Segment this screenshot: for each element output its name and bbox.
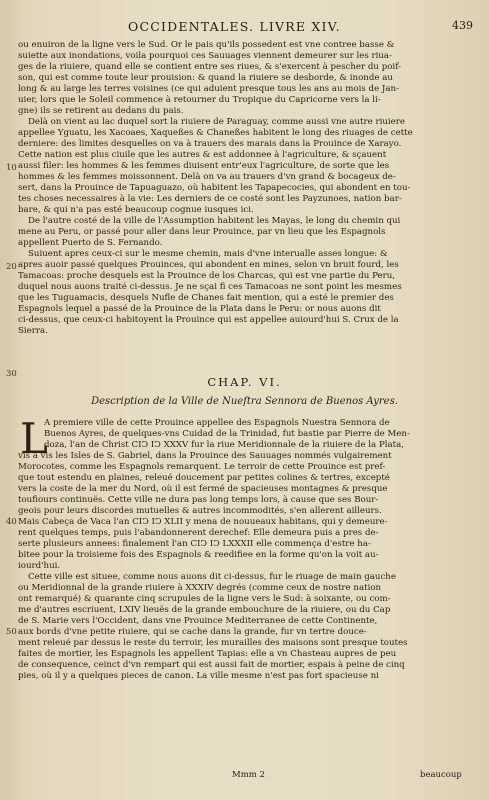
text-line: ment releué par dessus le reste du terroir, les murailles des maisons sont presque toutes: [18, 638, 408, 648]
text-line: bitee pour la troisieme fois des Espagnols & reedifiee en la forme qu'on la voit au-: [18, 550, 379, 560]
text-line: ou enuiron de la ligne vers le Sud. Or le pais qu'ils possedent est vne contree basse &: [18, 40, 395, 50]
text-line: appellee Yguatu, les Xacoaes, Xaqueßes & Chaneßes habitent le long des riuages de cette: [18, 128, 413, 138]
chapter-subtitle: Description de la Ville de Nueſtra Sennora de Buenos Ayres.: [91, 396, 398, 407]
text-line: tes choses necessaires à la vie: Les derniers de ce costé sont les Payzunoes, nation bar-: [18, 194, 402, 204]
text-line: Tamacoas: proche desquels est la Prouince de los Charcas, qui est vne partie du Peru,: [18, 271, 396, 281]
text-line: De l'autre costé de la ville de l'Assumption habitent les Mayas, le long du chemin qui: [28, 216, 401, 226]
drop-capital: L: [20, 414, 48, 463]
catchword: beaucoup: [420, 770, 462, 780]
page-footer: [0, 770, 489, 784]
text-line: Espagnols lequel a passé de la Prouince de la Plata dans le Peru: or nous auons dit: [18, 304, 381, 314]
text-line: ci-dessus, que ceux-ci habitoyent la Prouince qui est appellee auiourd'hui S. Crux de la: [18, 315, 399, 325]
text-line: Mais Cabeça de Vaca l'an CIↃ IↃ XLII y mena de nouueaux habitans, qui y demeure-: [18, 517, 388, 527]
text-line: ges de la riuiere, quand elle se contient entre ses riues, & s'exercent à pescher du poif-: [18, 62, 401, 72]
text-line: iourd'hui.: [18, 561, 61, 571]
margin-number-10: 10: [6, 163, 17, 173]
text-line: derniere: des limites desquelles on va à trauers des marais dans la Prouince de Xarayo.: [18, 139, 402, 149]
running-title: OCCIDENTALES. LIVRE XIV.: [128, 19, 341, 34]
text-line: Cette nation est plus ciuile que les autres & est addonnee à l'agriculture, & sçauent: [18, 150, 387, 160]
text-line: duquel nous auons traité ci-dessus. Je ne sçai fi ces Tamacoas ne sont point les mesmes: [18, 282, 402, 292]
page-number: 439: [452, 19, 473, 32]
text-line: mene au Peru, or passé pour aller dans leur Prouince, par vn lieu que les Espagnols: [18, 227, 386, 237]
text-line: que tout estendu en plaines, releué doucement par petites colines & tertres, excepté: [18, 473, 390, 483]
page-header: [0, 17, 489, 37]
text-line: rent quelques temps, puis l'abandonnerent derechef: Elle demeura puis a pres de-: [18, 528, 379, 538]
text-line: hommes & les femmes moissonnent. Delà on va au trauers d'vn grand & bocageux de-: [18, 172, 396, 182]
text-line: serte plusieurs annees: finalement l'an CIↃ IↃ LXXXII elle commença d'estre ha-: [18, 539, 371, 549]
text-line: apres auoir passé quelques Prouinces, qui abondent en mines, selon vn bruit fourd, les: [18, 260, 399, 270]
text-line: de S. Marie vers l'Occident, dans vne Prouince Mediterranee de cette Continente,: [18, 616, 378, 626]
margin-number-40: 40: [6, 517, 17, 527]
text-line: de consequence, ceinct d'vn rempart qui est aussi fait de mortier, espais à peine de cinq: [18, 660, 405, 670]
text-line: Delà on vient au lac duquel sort la riuiere de Paraguay, comme aussi vne autre riuiere: [28, 117, 405, 127]
margin-number-50: 50: [6, 627, 17, 637]
text-line: Suiuent apres ceux-ci sur le mesme chemin, mais d'vne interualle asses longue: &: [28, 249, 388, 259]
chapter-heading: CHAP. VI.: [207, 375, 282, 389]
text-line: ont remarqué) & quarante cinq scrupules de la ligne vers le Sud: à soixante, ou com-: [18, 594, 391, 604]
text-line: son, qui est comme toute leur prouision: & quand la riuiere se desborde, & inonde au: [18, 73, 393, 83]
text-line: que les Tuguamacis, desquels Nufle de Chanes fait mention, qui a esté le premier des: [18, 293, 394, 303]
text-line: Cette ville est situee, comme nous auons dit ci-dessus, fur le riuage de main gauche: [28, 572, 396, 582]
signature-mark: Mmm 2: [232, 770, 265, 780]
text-line: Buenos Ayres, de quelques-vns Cuidad de la Trinidad, fut bastie par Pierre de Men-: [44, 429, 410, 439]
text-line: aux bords d'vne petite riuiere, qui se cache dans la grande, fur vn tertre douce-: [18, 627, 367, 637]
text-line: aussi filer: les hommes & les femmes diuisent entr'eux l'agriculture, de sorte que les: [18, 161, 390, 171]
text-line: sert, dans la Prouince de Tapuaguazo, où habitent les Tapapecocies, qui abondent en tou-: [18, 183, 411, 193]
text-line: gne) ils se retirent au dedans du pais.: [18, 106, 184, 116]
text-line: geois pour leurs discordes mutuelles & autres incommodités, s'en allerent ailleurs.: [18, 506, 382, 516]
text-line: faites de mortier, les Espagnols les appellent Tapias: elle a vn Chasteau aupres de peu: [18, 649, 397, 659]
margin-number-30: 30: [6, 369, 17, 379]
text-line: me d'autres escriuent, LXIV lieuës de la grande embouchure de la riuiere, ou du Cap: [18, 605, 391, 615]
text-line: doza, l'an de Christ CIↃ IↃ XXXV fur la riue Meridionnale de la riuiere de la Plata,: [44, 440, 404, 450]
text-line: Sierra.: [18, 326, 48, 336]
text-line: pies, où il y a quelques pieces de canon. La ville mesme n'est pas fort spacieuse ni: [18, 671, 379, 681]
text-line: ou Meridionnal de la grande riuiere à XXXIV degrés (comme ceux de nostre nation: [18, 583, 382, 593]
text-line: suiette aux inondations, voila pourquoi ces Sauuages viennent demeurer sur les riua-: [18, 51, 392, 61]
text-line: toufiours continuës. Cette ville ne dura pas long temps lors, à cause que ses Bour-: [18, 495, 379, 505]
body-text-part2: [18, 414, 462, 682]
body-text-part1: [18, 40, 462, 337]
text-line: appellent Puerto de S. Fernando.: [18, 238, 163, 248]
text-line: vis à vis les Isles de S. Gabriel, dans la Prouince des Sauuages nommés vulgairement: [18, 451, 392, 461]
text-line: Morocotes, comme les Espagnols remarquent. Le terroir de cette Prouince est pref-: [18, 462, 386, 472]
text-line: uier, lors que le Soleil commence à retourner du Tropique du Capricorne vers la li-: [18, 95, 381, 105]
text-line: long & au large les terres voisines (ce qui aduient presque tous les ans au mois de Jan-: [18, 84, 399, 94]
text-line: A premiere ville de cette Prouince appellee des Espagnols Nuestra Sennora de: [44, 418, 390, 428]
text-line: vers la coste de la mer du Nord, où il est fermé de spacieuses montagnes & presque: [18, 484, 388, 494]
text-line: bare, & qui n'a pas esté beaucoup cognue iusques ici.: [18, 205, 254, 215]
margin-number-20: 20: [6, 262, 17, 272]
